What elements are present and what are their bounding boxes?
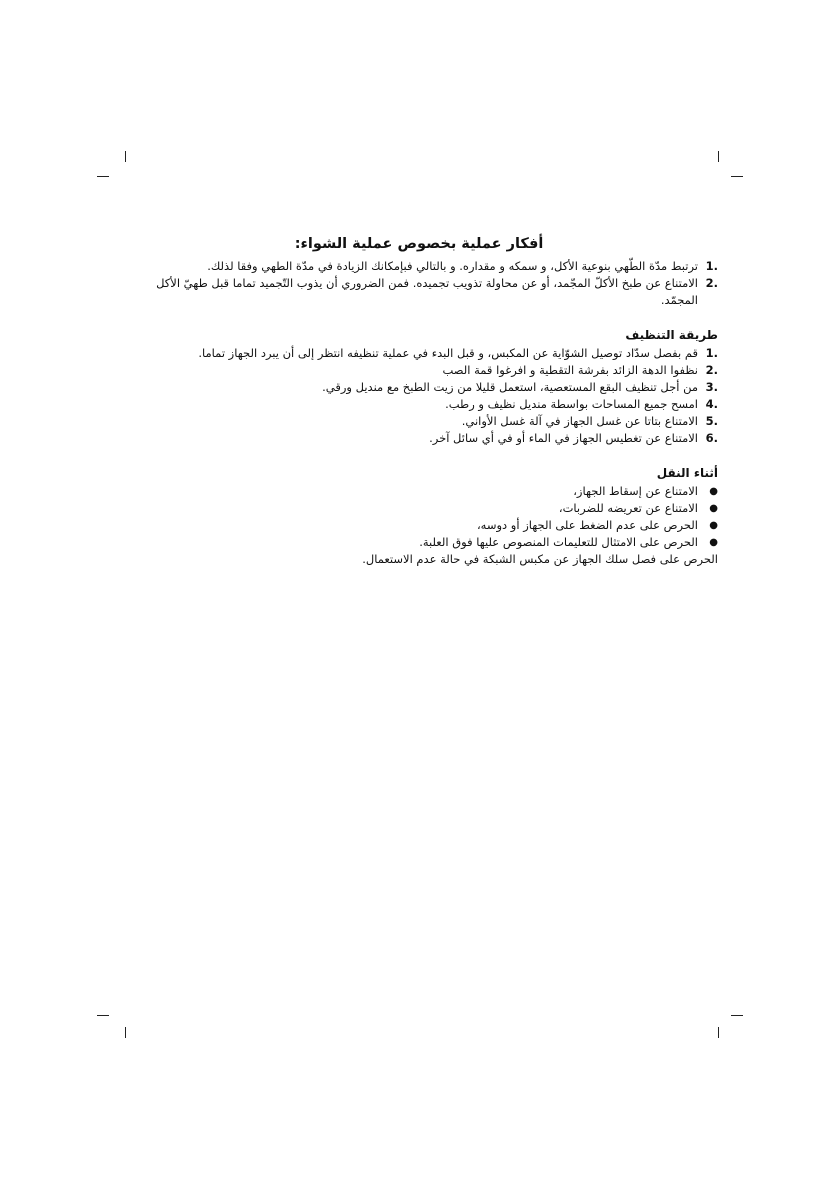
transport-list	[120, 483, 718, 551]
list-item	[120, 345, 718, 362]
list-item	[120, 517, 718, 534]
crop-mark-bottom-right-vertical	[718, 1027, 719, 1038]
crop-mark-top-left-horizontal	[97, 176, 109, 177]
bullet-icon: ●	[709, 503, 718, 514]
crop-mark-top-left-vertical	[125, 151, 126, 162]
item-text: الحرص على الامتثال للتعليمات المنصوص عليها فوق العلبة.	[419, 535, 698, 549]
item-text: قم بفصل سدّاد توصيل الشوّاية عن المكبس، و قبل البدء في عملية تنظيفه انتظر إلى أن يبرد الجهاز تماما.	[198, 346, 698, 360]
item-text: الامتناع عن طبخ الأكلّ المجّمد، أو عن محاولة تذويب تجميده. فمن الضروري أن يذوب التّجميد تماما قبل طهيّ الأكل المجمّد.	[156, 276, 698, 307]
list-item	[120, 413, 718, 430]
crop-mark-bottom-left-vertical	[125, 1027, 126, 1038]
item-text: الامتناع عن إسقاط الجهاز،	[573, 484, 698, 498]
item-number: 4.	[705, 397, 718, 411]
list-item	[120, 275, 718, 309]
crop-mark-bottom-left-horizontal	[97, 1015, 109, 1016]
item-text: الامتناع عن تغطيس الجهاز في الماء أو في أي سائل آخر.	[429, 431, 698, 445]
list-item	[120, 379, 718, 396]
item-number: 3.	[705, 380, 718, 394]
item-text: الامتناع عن تعريضه للضربات،	[558, 501, 698, 515]
page-title: أفكار عملية بخصوص عملية الشواء:	[294, 236, 544, 252]
bullet-icon: ●	[709, 486, 718, 497]
tips-list	[120, 258, 718, 309]
cleaning-list	[120, 345, 718, 447]
item-text: الحرص على عدم الضغط على الجهاز أو دوسه،	[476, 518, 698, 532]
list-item	[120, 483, 718, 500]
item-number: 2.	[705, 276, 718, 290]
item-number: 6.	[705, 431, 718, 445]
item-text: الامتناع بتاتا عن غسل الجهاز في آلة غسل الأواني.	[461, 414, 698, 428]
item-text: ترتبط مدّة الطّهي بنوعية الأكل، و سمكه و مقداره. و بالتالي فبإمكانك الزيادة في مدّة الطهي وفقا لذلك.	[207, 259, 698, 273]
item-text: امسح جميع المساحات بواسطة منديل نظيف و رطب.	[445, 397, 698, 411]
list-item	[120, 430, 718, 447]
item-number: 5.	[705, 414, 718, 428]
item-text: من أجل تنظيف البقع المستعصية، استعمل قليلا من زيت الطبخ مع منديل ورقي.	[322, 380, 698, 394]
cleaning-heading: طريقة التنظيف	[625, 328, 718, 342]
bullet-icon: ●	[709, 520, 718, 531]
list-item	[120, 258, 718, 275]
bullet-icon: ●	[709, 537, 718, 548]
list-item	[120, 534, 718, 551]
crop-mark-top-right-horizontal	[731, 176, 743, 177]
list-item	[120, 362, 718, 379]
list-item	[120, 500, 718, 517]
transport-heading: أثناء النقل	[656, 466, 718, 480]
item-number: 2.	[705, 363, 718, 377]
document-body	[120, 234, 718, 568]
item-number: 1.	[705, 346, 718, 360]
item-number: 1.	[705, 259, 718, 273]
closing-note: الحرص على فصل سلك الجهاز عن مكبس الشبكة في حالة عدم الاستعمال.	[362, 552, 718, 566]
crop-mark-top-right-vertical	[718, 151, 719, 162]
crop-mark-bottom-right-horizontal	[731, 1015, 743, 1016]
list-item	[120, 396, 718, 413]
item-text: نظفوا الدهة الزائد بفرشة التقطية و افرغوا قمة الصب	[442, 363, 698, 377]
